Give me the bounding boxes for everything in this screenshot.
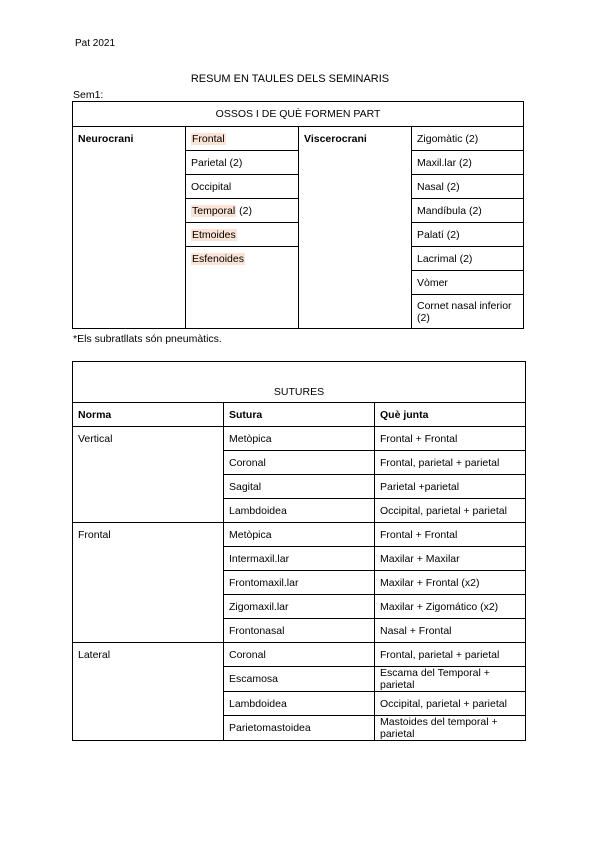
sutura-cell: Zigomaxil.lar	[224, 595, 375, 619]
neurocrani-bone	[186, 151, 299, 175]
neurocrani-bone-name: Occipital	[191, 180, 232, 193]
junta-cell: Maxilar + Frontal (x2)	[375, 571, 526, 595]
footnote: *Els subratllats són pneumàtics.	[73, 333, 222, 345]
table-row	[73, 523, 526, 547]
viscerocrani-bone: Zigomàtic (2)	[412, 127, 524, 151]
viscerocrani-bone: Maxil.lar (2)	[412, 151, 524, 175]
table-row	[73, 427, 526, 451]
neurocrani-bone	[186, 175, 299, 199]
sutura-cell: Escamosa	[224, 667, 375, 692]
sutura-cell: Metòpica	[224, 427, 375, 451]
junta-cell: Frontal + Frontal	[375, 427, 526, 451]
column-header: Què junta	[375, 403, 526, 427]
column-header: Sutura	[224, 403, 375, 427]
neurocrani-bone	[186, 127, 299, 151]
sutura-cell: Sagital	[224, 475, 375, 499]
viscerocrani-label: Viscerocrani	[299, 127, 412, 329]
neurocrani-bone-suffix: (2)	[236, 204, 252, 217]
viscerocrani-bone: Nasal (2)	[412, 175, 524, 199]
neurocrani-bone-name: Parietal (2)	[191, 156, 243, 169]
viscerocrani-bone: Lacrimal (2)	[412, 247, 524, 271]
neurocrani-bone	[186, 199, 299, 223]
junta-cell: Parietal +parietal	[375, 475, 526, 499]
norma-cell: Frontal	[73, 523, 224, 643]
sutura-cell: Lambdoidea	[224, 499, 375, 523]
bones-table-title: OSSOS I DE QUÈ FORMEN PART	[73, 102, 524, 127]
sutura-cell: Coronal	[224, 643, 375, 667]
junta-cell: Maxilar + Zigomático (x2)	[375, 595, 526, 619]
page-header: Pat 2021	[75, 38, 116, 49]
junta-cell: Maxilar + Maxilar	[375, 547, 526, 571]
junta-cell: Nasal + Frontal	[375, 619, 526, 643]
viscerocrani-bone: Cornet nasal inferior (2)	[412, 295, 524, 329]
sutura-cell: Frontomaxil.lar	[224, 571, 375, 595]
neurocrani-bone-name: Temporal	[192, 204, 236, 217]
junta-cell: Frontal, parietal + parietal	[375, 643, 526, 667]
sutura-cell: Metòpica	[224, 523, 375, 547]
viscerocrani-bone: Palatí (2)	[412, 223, 524, 247]
table-row	[73, 643, 526, 667]
bones-table-row	[73, 127, 524, 151]
neurocrani-bone-name: Etmoides	[192, 228, 236, 241]
norma-cell: Vertical	[73, 427, 224, 523]
seminar-label: Sem1:	[73, 89, 104, 101]
neurocrani-bone-name: Esfenoides	[192, 253, 244, 265]
junta-cell: Occipital, parietal + parietal	[375, 692, 526, 716]
sutura-cell: Frontonasal	[224, 619, 375, 643]
junta-cell: Frontal, parietal + parietal	[375, 451, 526, 475]
neurocrani-bone-name: Frontal	[192, 132, 225, 145]
bones-table	[72, 101, 524, 329]
junta-cell: Escama del Temporal + parietal	[375, 667, 526, 692]
sutures-table	[72, 361, 526, 741]
sutura-cell: Intermaxil.lar	[224, 547, 375, 571]
sutures-table-title: SUTURES	[73, 362, 526, 403]
viscerocrani-bone: Mandíbula (2)	[412, 199, 524, 223]
viscerocrani-bone: Vòmer	[412, 271, 524, 295]
junta-cell: Mastoides del temporal + parietal	[375, 716, 526, 741]
neurocrani-bone	[186, 247, 299, 329]
neurocrani-label: Neurocrani	[73, 127, 186, 329]
document-title: RESUM EN TAULES DELS SEMINARIS	[190, 73, 390, 85]
junta-cell: Frontal + Frontal	[375, 523, 526, 547]
column-header: Norma	[73, 403, 224, 427]
sutura-cell: Coronal	[224, 451, 375, 475]
sutures-header-row	[73, 403, 526, 427]
sutura-cell: Parietomastoidea	[224, 716, 375, 741]
junta-cell: Occipital, parietal + parietal	[375, 499, 526, 523]
sutura-cell: Lambdoidea	[224, 692, 375, 716]
norma-cell: Lateral	[73, 643, 224, 741]
neurocrani-bone	[186, 223, 299, 247]
